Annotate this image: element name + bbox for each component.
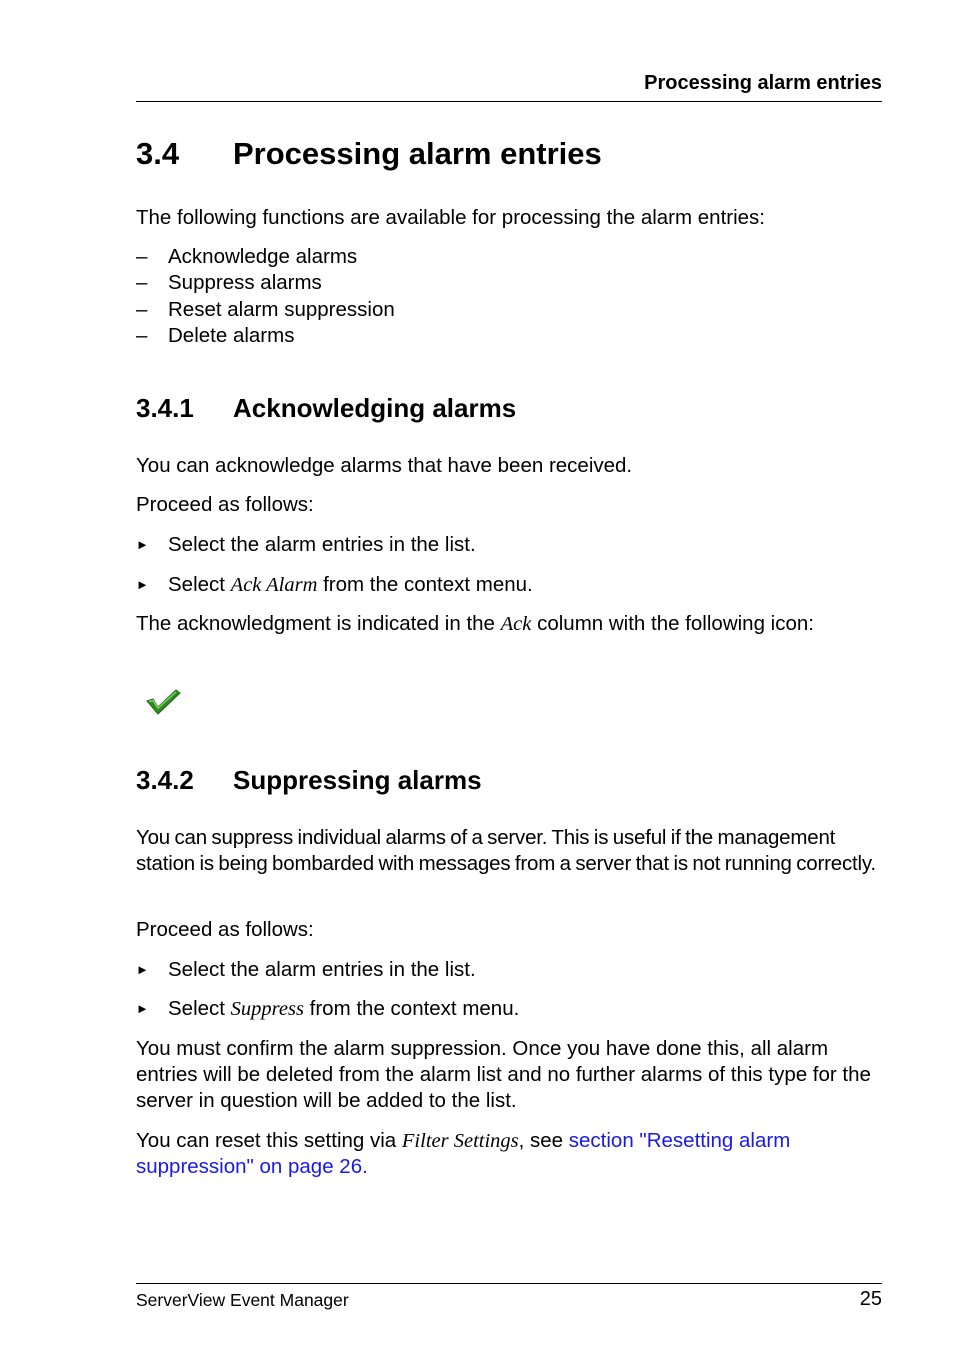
step-arrow-icon: ► xyxy=(136,537,149,552)
ack-result-paragraph xyxy=(136,611,886,637)
step-arrow-icon: ► xyxy=(136,577,149,592)
step-item xyxy=(136,572,533,598)
step-arrow-icon: ► xyxy=(136,1001,149,1016)
menu-item-reference: Ack Alarm xyxy=(230,574,318,596)
section-intro: The following functions are available for processing the alarm entries: xyxy=(136,206,765,229)
list-dash: – xyxy=(136,271,148,294)
step-arrow-icon: ► xyxy=(136,962,149,977)
subsection-title: Suppressing alarms xyxy=(233,765,482,795)
running-header: Processing alarm entries xyxy=(644,72,882,94)
subsection-number: 3.4.1 xyxy=(136,393,194,423)
list-item-label: Suppress alarms xyxy=(168,271,322,294)
step-text: from the context menu. xyxy=(303,997,520,1020)
page-number: 25 xyxy=(859,1288,882,1310)
list-item xyxy=(136,244,357,270)
section-title: Processing alarm entries xyxy=(233,136,602,171)
checkmark-icon xyxy=(145,687,181,715)
footer-product: ServerView Event Manager xyxy=(136,1290,349,1310)
text-run: column with the following icon: xyxy=(531,612,814,635)
list-dash: – xyxy=(136,324,148,347)
text-run: , see xyxy=(518,1129,569,1152)
suppress-paragraph: You can suppress individual alarms of a server. This is useful if the management station is being bombarded with messages from a server that is not running correctly. xyxy=(136,826,876,875)
list-item xyxy=(136,323,294,349)
header-rule xyxy=(136,101,882,102)
confirm-paragraph: You must confirm the alarm suppression. Once you have done this, all alarm entries will be deleted from the alarm list and no further alarms of this type for the server in question will be added to the list. xyxy=(136,1037,871,1112)
list-item-label: Reset alarm suppression xyxy=(168,298,395,321)
section-number: 3.4 xyxy=(136,136,180,171)
text-run: You can reset this setting via xyxy=(136,1129,402,1152)
step-item xyxy=(136,957,476,983)
list-item xyxy=(136,270,322,296)
step-text: Select xyxy=(168,997,231,1020)
step-item xyxy=(136,996,519,1022)
menu-item-reference: Filter Settings xyxy=(401,1130,519,1152)
step-text: Select the alarm entries in the list. xyxy=(168,958,476,981)
cross-reference-link[interactable]: section "Resetting alarm suppression" on page 26 xyxy=(136,1129,791,1178)
menu-item-reference: Suppress xyxy=(230,998,304,1020)
list-item-label: Acknowledge alarms xyxy=(168,245,358,268)
step-item xyxy=(136,532,476,558)
step-text: Select xyxy=(168,573,231,596)
footer-rule xyxy=(136,1283,882,1284)
proceed-label: Proceed as follows: xyxy=(136,918,314,941)
ack-paragraph: You can acknowledge alarms that have been received. xyxy=(136,454,633,477)
proceed-label: Proceed as follows: xyxy=(136,493,314,516)
text-run: The acknowledgment is indicated in the xyxy=(136,612,501,635)
subsection-heading-suppressing xyxy=(136,765,482,796)
column-reference: Ack xyxy=(500,613,532,635)
step-text: Select the alarm entries in the list. xyxy=(168,533,476,556)
subsection-heading-acknowledging xyxy=(136,393,516,424)
list-item xyxy=(136,297,395,323)
step-text: from the context menu. xyxy=(317,573,533,596)
reset-paragraph xyxy=(136,1128,836,1180)
subsection-title: Acknowledging alarms xyxy=(233,393,517,423)
list-item-label: Delete alarms xyxy=(168,324,295,347)
text-run: . xyxy=(362,1155,368,1178)
subsection-number: 3.4.2 xyxy=(136,765,194,795)
list-dash: – xyxy=(136,245,148,268)
list-dash: – xyxy=(136,298,148,321)
section-heading xyxy=(136,136,602,172)
